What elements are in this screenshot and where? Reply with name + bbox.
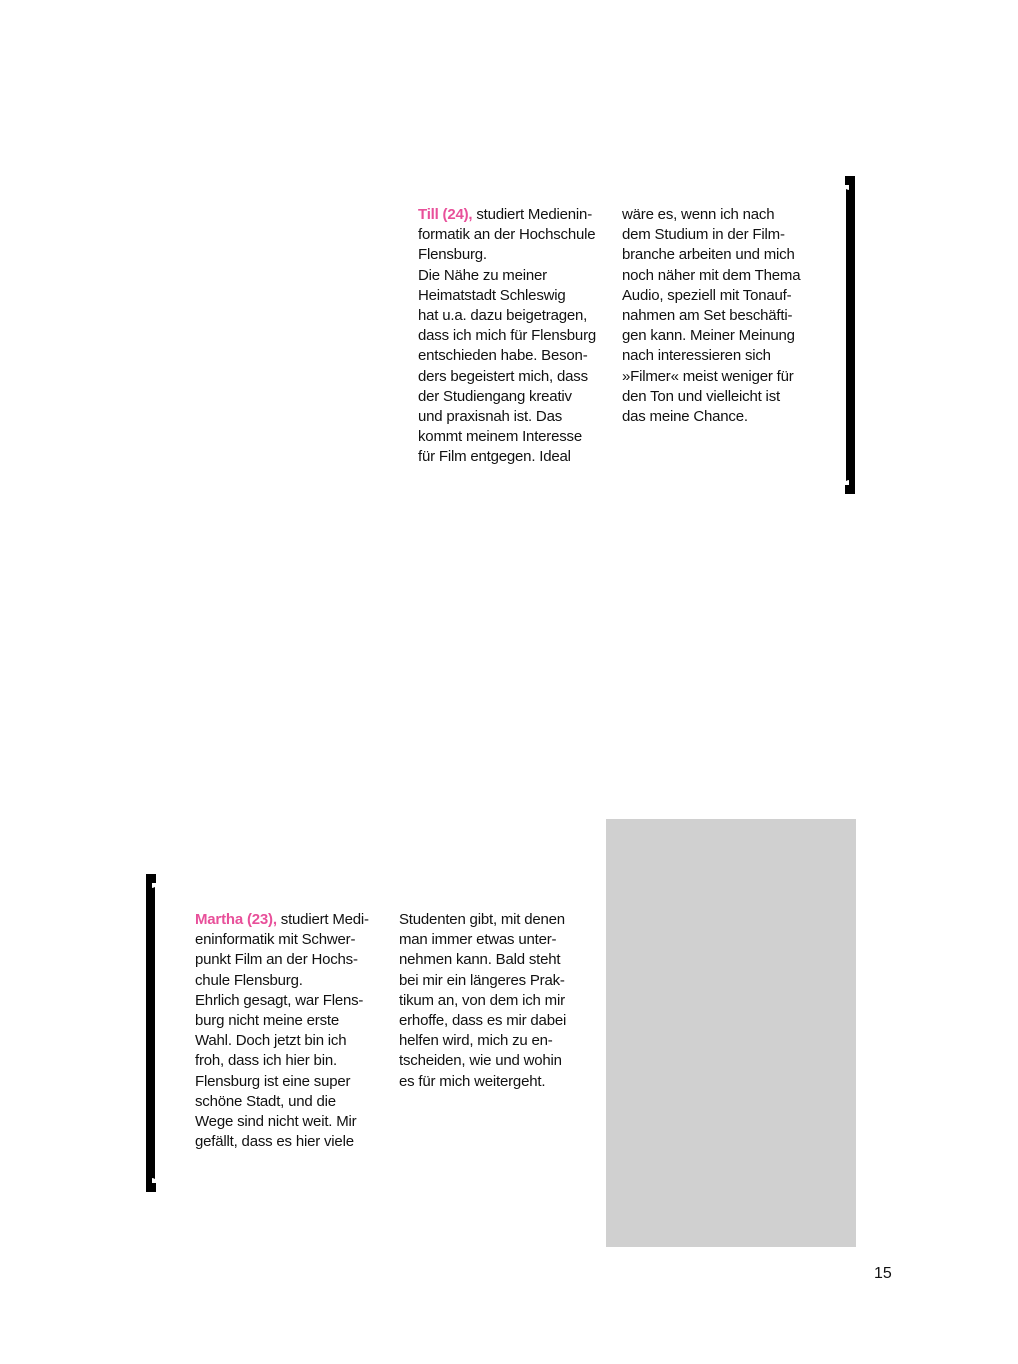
text-line: den Ton und vielleicht ist [622,387,780,405]
text-line: Die Nähe zu meiner [418,266,547,284]
text-line: der Studiengang kreativ [418,387,572,405]
text-line: gen kann. Meiner Meinung [622,327,795,345]
text-line: kommt meinem Interesse [418,428,582,446]
text-line: schöne Stadt, und die [195,1092,336,1110]
text-line: helfen wird, mich zu en- [399,1032,553,1050]
text-line: tikum an, von dem ich mir [399,991,565,1009]
text-line: nahmen am Set beschäfti- [622,307,793,325]
text-line: ders begeistert mich, dass [418,367,588,385]
text-line: Studenten gibt, mit denen [399,911,565,928]
text-line: Ehrlich gesagt, war Flens- [195,991,364,1009]
text-line: wäre es, wenn ich nach [622,206,775,223]
text-line: Wahl. Doch jetzt bin ich [195,1032,347,1050]
text-line: man immer etwas unter- [399,931,557,949]
text-line: nach interessieren sich [622,347,771,365]
martha-first-line [195,910,390,930]
text-line: bei mir ein längeres Prak- [399,971,565,989]
page-number: 15 [874,1265,892,1282]
text-line: froh, dass ich hier bin. [195,1052,337,1070]
left-bracket [146,874,156,1192]
martha-column-1 [195,910,390,1152]
till-column-2 [622,205,817,427]
text-line: nehmen kann. Bald steht [399,951,561,969]
text-line: noch näher mit dem Thema [622,266,801,284]
text-line: entschieden habe. Beson- [418,347,588,365]
text-line: chule Flensburg. [195,971,303,989]
text-line: hat u.a. dazu beigetragen, [418,307,588,325]
text-line: für Film entgegen. Ideal [418,448,571,466]
right-bracket [845,176,855,494]
text-line: dass ich mich für Flensburg [418,327,597,345]
till-column-1 [418,205,613,468]
text-line: tscheiden, wie und wohin [399,1052,562,1070]
text-line: Flensburg ist eine super [195,1072,351,1090]
text-line: Audio, speziell mit Tonauf- [622,286,792,304]
text-line: gefällt, dass es hier viele [195,1133,354,1151]
text-line: punkt Film an der Hochs- [195,951,358,969]
till-name: Till (24), [418,206,473,223]
text-line: dem Studium in der Film- [622,226,785,244]
text-line: eninformatik mit Schwer- [195,931,356,949]
text-line: Heimatstadt Schleswig [418,286,566,304]
text-line: studiert Medienin- [472,206,592,223]
text-line: das meine Chance. [622,408,748,426]
martha-name: Martha (23), [195,911,277,928]
text-line: studiert Medi- [276,911,369,928]
text-line: erhoffe, dass es mir dabei [399,1012,567,1030]
text-line: branche arbeiten und mich [622,246,795,264]
text-line: und praxisnah ist. Das [418,408,563,426]
martha-column-2 [399,910,594,1092]
photo-placeholder [606,819,856,1247]
till-first-line [418,205,613,225]
text-line: es für mich weitergeht. [399,1072,546,1090]
text-line: »Filmer« meist weniger für [622,367,794,385]
text-line: burg nicht meine erste [195,1012,340,1030]
text-line: formatik an der Hochschule [418,226,596,244]
text-line: Flensburg. [418,246,487,264]
text-line: Wege sind nicht weit. Mir [195,1113,357,1131]
